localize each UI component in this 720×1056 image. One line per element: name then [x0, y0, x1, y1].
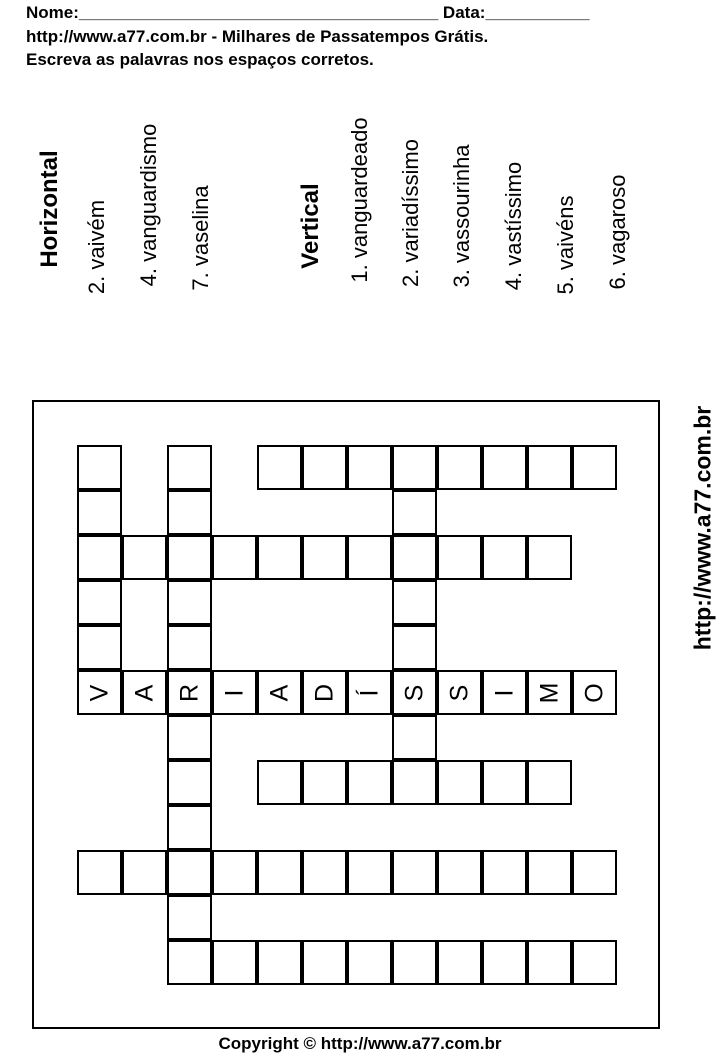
name-label: Nome: — [26, 3, 79, 22]
site-line: http://www.a77.com.br - Milhares de Passatempos Grátis. — [26, 27, 489, 46]
grid-cell[interactable] — [482, 850, 527, 895]
grid-cell[interactable] — [482, 535, 527, 580]
grid-cell[interactable] — [302, 940, 347, 985]
grid-cell[interactable] — [527, 760, 572, 805]
grid-cell[interactable] — [347, 535, 392, 580]
grid-cell[interactable] — [437, 445, 482, 490]
grid-cell[interactable] — [527, 535, 572, 580]
grid-cell[interactable] — [77, 580, 122, 625]
grid-cell[interactable] — [257, 535, 302, 580]
grid-cell[interactable] — [572, 850, 617, 895]
grid-cell[interactable] — [437, 670, 482, 715]
grid-cell[interactable] — [392, 445, 437, 490]
grid-cell[interactable] — [302, 670, 347, 715]
grid-cell[interactable] — [77, 670, 122, 715]
cell-letter: A — [130, 684, 158, 701]
clue-vertical-1: 1. vanguardeado — [347, 117, 372, 283]
clue-vertical-2: 2. variadíssimo — [398, 139, 423, 287]
grid-cell[interactable] — [257, 940, 302, 985]
grid-cell[interactable] — [77, 850, 122, 895]
grid-cell[interactable] — [572, 940, 617, 985]
grid-cell[interactable] — [167, 670, 212, 715]
grid-cell[interactable] — [122, 535, 167, 580]
grid-cell[interactable] — [77, 445, 122, 490]
cell-letter: D — [310, 683, 338, 702]
cell-letter: O — [580, 682, 608, 703]
grid-cell[interactable] — [392, 850, 437, 895]
grid-cell[interactable] — [527, 670, 572, 715]
grid-cell[interactable] — [392, 490, 437, 535]
grid-cell[interactable] — [212, 940, 257, 985]
grid-cell[interactable] — [527, 850, 572, 895]
cell-letter: V — [85, 684, 113, 701]
grid-cell[interactable] — [167, 850, 212, 895]
grid-cell[interactable] — [212, 535, 257, 580]
grid-cell[interactable] — [437, 940, 482, 985]
grid-cell[interactable] — [347, 850, 392, 895]
grid-cell[interactable] — [167, 490, 212, 535]
vertical-title: Vertical — [297, 183, 324, 269]
clue-vertical-6: 6. vagaroso — [605, 174, 630, 290]
grid-cell[interactable] — [122, 670, 167, 715]
clue-vertical-5: 5. vaivéns — [553, 195, 578, 295]
grid-cell[interactable] — [347, 940, 392, 985]
grid-cell[interactable] — [482, 940, 527, 985]
grid-cell[interactable] — [257, 670, 302, 715]
cell-letter: S — [400, 684, 428, 701]
grid-cell[interactable] — [482, 670, 527, 715]
grid-cell[interactable] — [167, 805, 212, 850]
cell-letter: Í — [355, 689, 383, 696]
cell-letter: S — [445, 684, 473, 701]
grid-cell[interactable] — [392, 535, 437, 580]
grid-cell[interactable] — [167, 895, 212, 940]
grid-cell[interactable] — [302, 760, 347, 805]
grid-cell[interactable] — [167, 580, 212, 625]
clue-vertical-4: 4. vastíssimo — [501, 161, 526, 291]
side-url: http://www.a77.com.br — [689, 405, 716, 651]
clue-horizontal-2: 2. vaivém — [84, 199, 109, 295]
grid-cell[interactable] — [302, 535, 347, 580]
grid-cell[interactable] — [392, 580, 437, 625]
grid-cell[interactable] — [347, 445, 392, 490]
grid-cell[interactable] — [167, 760, 212, 805]
date-field[interactable]: ___________ — [485, 3, 590, 22]
clue-horizontal-7: 7. vaselina — [188, 185, 213, 291]
grid-cell[interactable] — [77, 535, 122, 580]
grid-cell[interactable] — [167, 715, 212, 760]
grid-cell[interactable] — [392, 940, 437, 985]
grid-cell[interactable] — [437, 760, 482, 805]
cell-letter: I — [490, 689, 518, 696]
grid-cell[interactable] — [527, 940, 572, 985]
grid-cell[interactable] — [257, 760, 302, 805]
grid-cell[interactable] — [482, 445, 527, 490]
grid-cell[interactable] — [482, 760, 527, 805]
grid-cell[interactable] — [77, 490, 122, 535]
grid-cell[interactable] — [572, 445, 617, 490]
clue-horizontal-4: 4. vanguardismo — [136, 123, 161, 287]
instructions: Escreva as palavras nos espaços corretos. — [26, 50, 374, 69]
grid-cell[interactable] — [392, 625, 437, 670]
grid-cell[interactable] — [572, 670, 617, 715]
date-label: Data: — [442, 3, 486, 22]
grid-cell[interactable] — [167, 940, 212, 985]
grid-cell[interactable] — [437, 850, 482, 895]
cell-letter: I — [220, 689, 248, 696]
copyright: Copyright © http://www.a77.com.br — [218, 1034, 502, 1053]
cell-letter: A — [265, 684, 293, 701]
grid-cell[interactable] — [257, 445, 302, 490]
cell-letter: M — [535, 682, 563, 703]
grid-cell[interactable] — [77, 625, 122, 670]
horizontal-title: Horizontal — [36, 150, 63, 268]
grid-cell[interactable] — [347, 760, 392, 805]
name-date-line — [26, 3, 589, 23]
grid-cell[interactable] — [167, 535, 212, 580]
clue-vertical-3: 3. vassourinha — [449, 144, 474, 288]
grid-cell[interactable] — [302, 445, 347, 490]
grid-cell[interactable] — [392, 760, 437, 805]
grid-cell[interactable] — [122, 850, 167, 895]
grid-cell[interactable] — [437, 535, 482, 580]
name-field[interactable]: ______________________________________ — [78, 3, 439, 22]
grid-cell[interactable] — [392, 670, 437, 715]
grid-cell[interactable] — [257, 850, 302, 895]
grid-cell[interactable] — [527, 445, 572, 490]
grid-cell[interactable] — [212, 850, 257, 895]
cell-letter: R — [175, 683, 203, 702]
grid-cell[interactable] — [392, 715, 437, 760]
grid-cell[interactable] — [347, 670, 392, 715]
grid-cell[interactable] — [167, 625, 212, 670]
grid-cell[interactable] — [167, 445, 212, 490]
grid-cell[interactable] — [212, 670, 257, 715]
grid-cell[interactable] — [302, 850, 347, 895]
